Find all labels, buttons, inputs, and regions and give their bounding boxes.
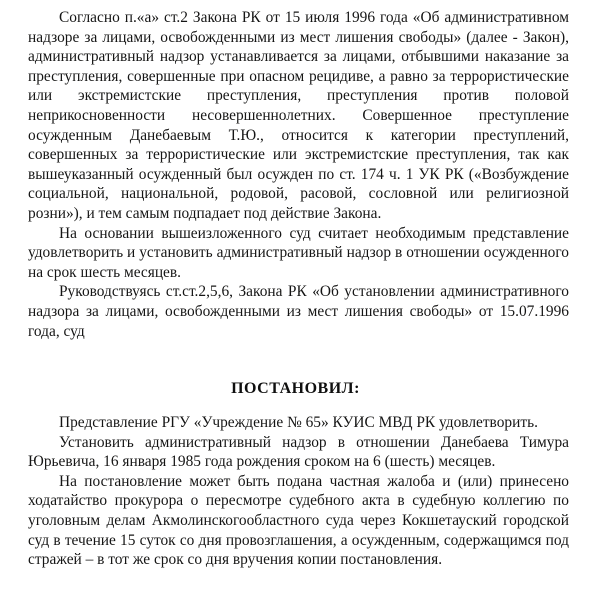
document-body xyxy=(28,8,569,341)
paragraph-appeal-right: На постановление может быть подана частная жалоба и (или) принесено ходатайство прокурора о пересмотре судебного акта в судебную коллегию по уголовным делам Акмолинскогообластного суда через Кокшетауский городской суд в течение 15 суток со дня провозглашения, а осужденным, содержащимся под стражей – в тот же срок со дня вручения копии постановления. xyxy=(28,472,569,569)
paragraph-legal-basis: Согласно п.«а» ст.2 Закона РК от 15 июля 1996 года «Об административном надзоре за лицами, освобожденными из мест лишения свободы» (далее - Закон), административный надзор устанавливается за лицами, отбывшими наказание за преступления, совершенные при опасном рецидиве, а равно за террористические или экстремистские преступления, преступления против половой неприкосновенности несовершеннолетних. Совершенное преступление осужденным Данебаевым Т.Ю., относится к категории преступлений, совершенных за террористические или экстремистские преступления, так как вышеуказанный осужденный был осужден по ст. 174 ч. 1 УК РК («Возбуждение социальной, национальной, родовой, расовой, сословной или религиозной розни»), и тем самым подпадает под действие Закона. xyxy=(28,9,569,222)
paragraph-court-conclusion: На основании вышеизложенного суд считает необходимым представление удовлетворить и установить административный надзор в отношении осужденного на срок шесть месяцев. xyxy=(28,224,569,281)
paragraph-establish-supervision: Установить административный надзор в отношении Данебаева Тимура Юрьевича, 16 января 1985 года рождения сроком на 6 (шесть) месяцев. xyxy=(28,433,569,471)
resolution-title: ПОСТАНОВИЛ: xyxy=(231,380,360,397)
paragraph-approve-submission: Представление РГУ «Учреждение № 65» КУИС МВД РК удовлетворить. xyxy=(59,414,538,431)
paragraph-guided-by: Руководствуясь ст.ст.2,5,6, Закона РК «Об установлении административного надзора за лицами, освобожденными из мест лишения свободы» от 15.07.1996 года, суд xyxy=(28,283,569,340)
resolution-body xyxy=(28,413,569,570)
